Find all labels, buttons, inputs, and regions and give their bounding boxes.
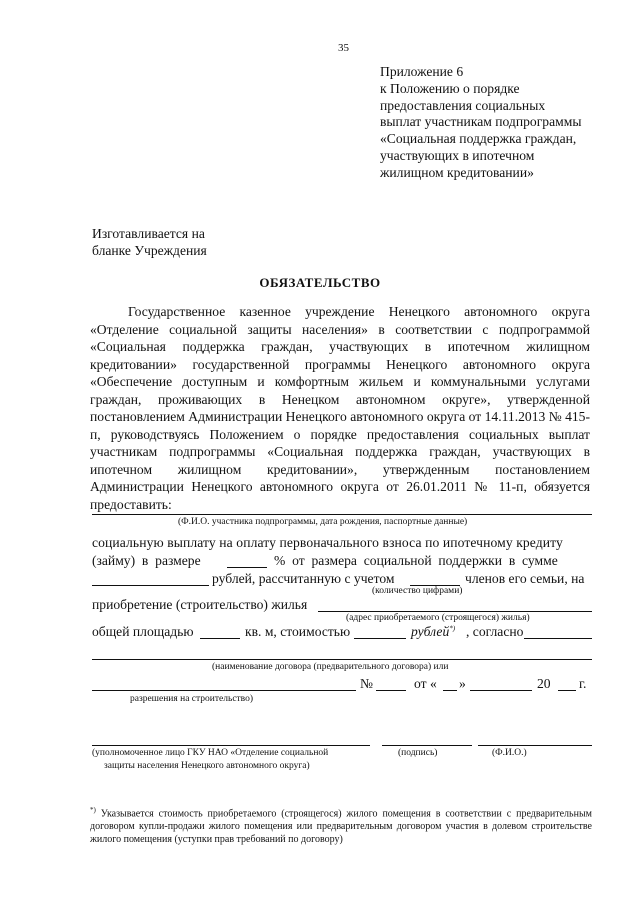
date-open-quote: от « [414, 676, 437, 691]
appendix-line: Приложение 6 [380, 64, 464, 79]
appendix-line: жилищном кредитовании» [380, 164, 534, 180]
name-blank [478, 745, 592, 746]
according-label: , согласно [466, 624, 524, 639]
signature-blank [382, 745, 472, 746]
footnote-mark: *) [90, 806, 96, 814]
payment-line-1: социальную выплату на оплату первоначального взноса по ипотечному кредиту [92, 535, 563, 550]
document-title: ОБЯЗАТЕЛЬСТВО [259, 275, 381, 290]
sum-blank [92, 585, 209, 586]
obligation-paragraph: Государственное казенное учреждение Ненецкого автономного округа «Отделение социальной защиты населения» в соответствии с подпрограммой «Социальная поддержка граждан, участвующих в ипотечном жилищном кредитовании» государственной программы Ненецкого автономного округа «Обеспечение доступным и комфортным жильем и коммунальными услугами граждан, проживающих в Ненецком автономном округе», утвержденной постановлением Администрации Ненецкого автономного округа от 14.11.2013 № 415-п, руководствуясь Положением о порядке предоставления социальных выплат участникам подпрограммы «Социальная поддержка граждан, участвующих в ипотечном жилищном кредитовании», утвержденным постановлением Администрации Ненецкого автономного округа от 26.01.2011 № 11-п, обязуется предоставить: [90, 304, 590, 512]
appendix-header [380, 64, 581, 182]
rubles-label [411, 624, 455, 640]
year-prefix: 20 [537, 676, 551, 691]
footnote-ref: *) [449, 624, 456, 633]
area-label: общей площадью [92, 624, 194, 639]
contract-number-blank [376, 690, 406, 691]
letterhead-note [92, 225, 207, 259]
appendix-line: выплат участникам подпрограммы [380, 114, 582, 130]
official-blank [92, 745, 370, 746]
cost-blank [354, 638, 406, 639]
footnote-text: Указывается стоимость приобретаемого (строящегося) жилого помещения в соответствии с предварительным договором купли-продажи жилого помещения или предварительным договором участия в долевом строительстве жилого помещения (уступки прав требований по договору) [90, 808, 592, 846]
percent-blank [227, 567, 267, 568]
date-close-quote: » [459, 676, 466, 691]
official-caption-2: защиты населения Ненецкого автономного округа) [104, 761, 310, 771]
letterhead-note-line: бланке Учреждения [92, 243, 207, 258]
year-suffix: г. [579, 676, 587, 691]
permit-caption: разрешения на строительство) [130, 694, 254, 704]
official-caption-1: (уполномоченное лицо ГКУ НАО «Отделение социальной [92, 748, 329, 758]
appendix-line: участвующих в ипотечном [380, 147, 535, 163]
payment-line-2-end: % от размера социальной поддержки в сумме [274, 553, 558, 568]
year-blank [558, 690, 576, 691]
name-caption: (Ф.И.О.) [492, 748, 527, 758]
according-blank [524, 638, 592, 639]
payment-line-3-end: членов его семьи, на [465, 571, 585, 586]
fio-caption: (Ф.И.О. участника подпрограммы, дата рождения, паспортные данные) [178, 517, 468, 527]
rubles-text: рублей [411, 624, 450, 639]
address-caption: (адрес приобретаемого (строящегося) жилья) [346, 613, 530, 623]
payment-line-3-start: рублей, рассчитанную с учетом [212, 571, 395, 586]
cost-label: кв. м, стоимостью [245, 624, 351, 639]
month-blank [470, 690, 532, 691]
area-blank [200, 638, 240, 639]
number-sign: № [360, 676, 373, 691]
address-blank [318, 611, 592, 612]
letterhead-note-line: Изготавливается на [92, 226, 205, 241]
signature-caption: (подпись) [398, 748, 438, 758]
page-number: 35 [338, 42, 349, 54]
contract-name-blank [92, 690, 356, 691]
housing-line: приобретение (строительство) жилья [92, 597, 308, 612]
day-blank [443, 690, 457, 691]
payment-line-2-start: (займу) в размере [92, 553, 201, 568]
appendix-line: предоставления социальных [380, 97, 546, 113]
footnote [90, 804, 592, 846]
contract-blank-line [92, 659, 592, 660]
count-caption: (количество цифрами) [372, 586, 463, 596]
fio-blank-line [92, 514, 592, 515]
appendix-line: «Социальная поддержка граждан, [380, 131, 577, 147]
contract-caption: (наименование договора (предварительного договора) или [212, 662, 449, 672]
appendix-line: к Положению о порядке [380, 80, 520, 96]
